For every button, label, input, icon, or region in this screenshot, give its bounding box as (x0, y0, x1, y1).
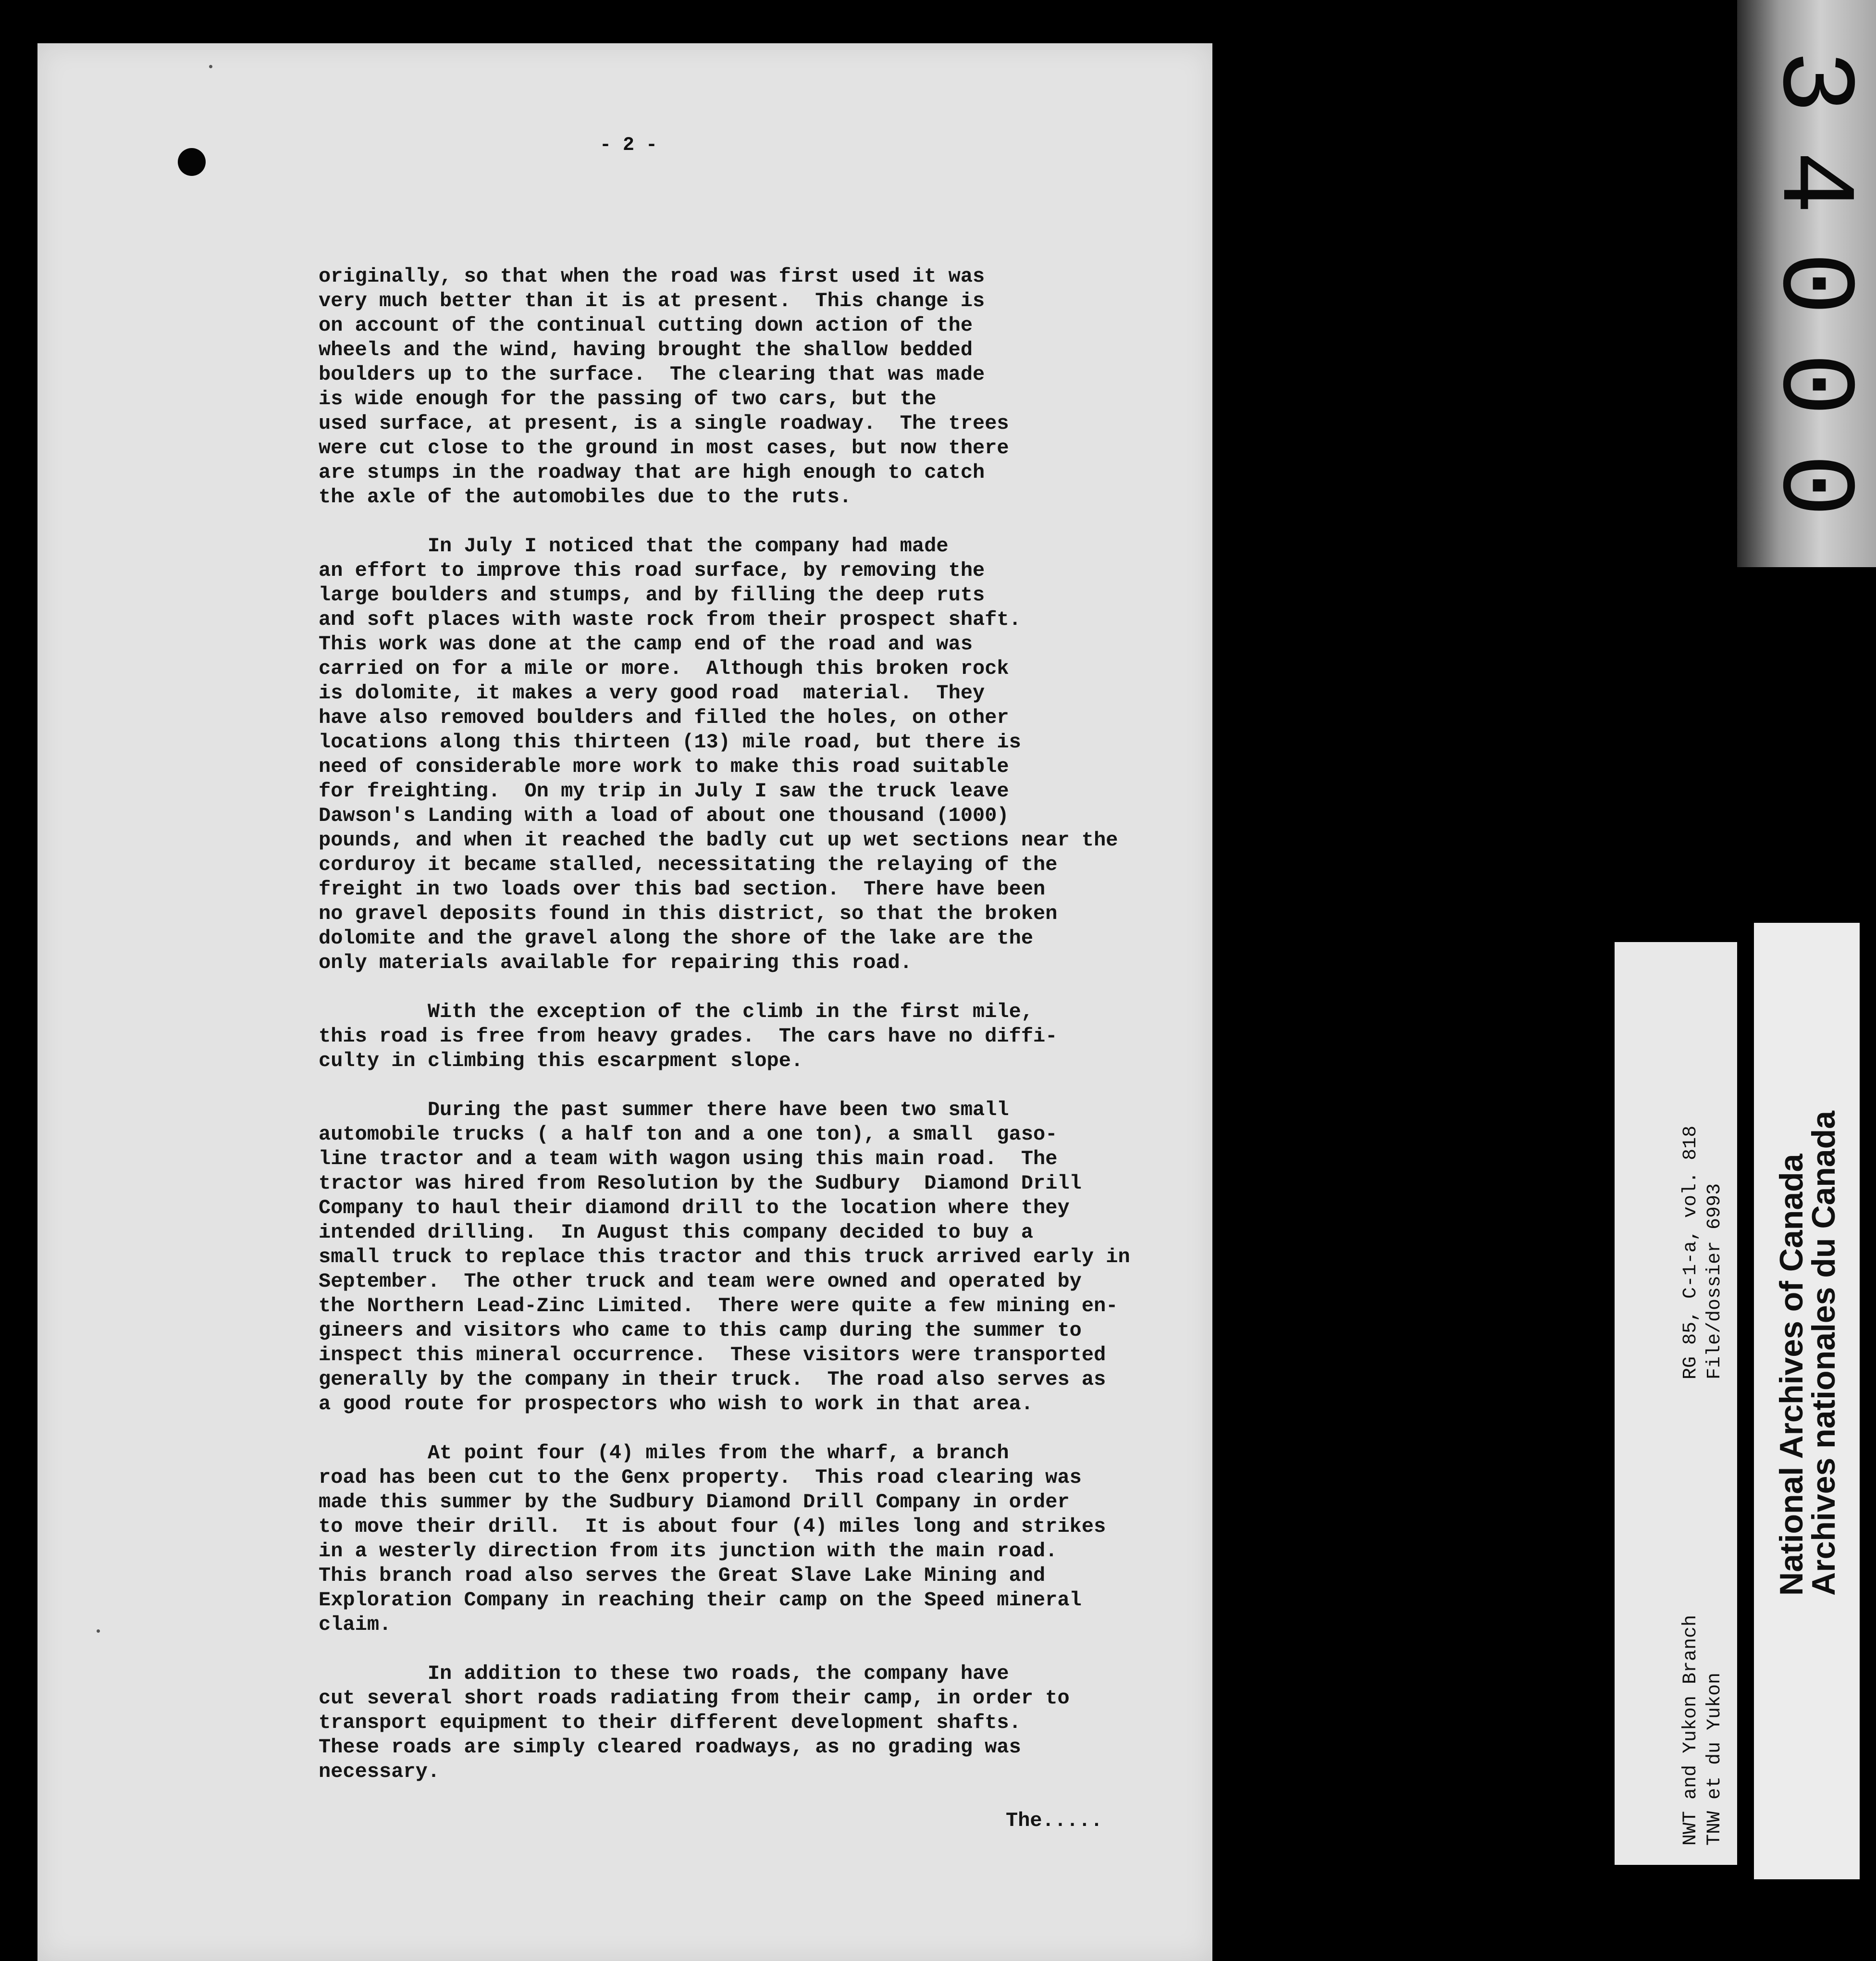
paragraph (319, 1000, 1198, 1073)
text-line: need of considerable more work to make this road suitable (319, 755, 1009, 778)
text-line: Company to haul their diamond drill to the location where they (319, 1196, 1070, 1219)
archive-reference-label (1615, 942, 1737, 1865)
continuation-text: The..... (1006, 1809, 1103, 1832)
text-line: made this summer by the Sudbury Diamond Drill Company in order (319, 1490, 1070, 1514)
text-line: During the past summer there have been two small (319, 1098, 1009, 1121)
reference-line-2: File/dossier 6993 (1704, 1183, 1726, 1379)
text-line: are stumps in the roadway that are high enough to catch (319, 461, 985, 484)
text-line: is wide enough for the passing of two cars, but the (319, 387, 937, 410)
stamp-digit: 0 (1752, 251, 1872, 316)
text-line: locations along this thirteen (13) mile road, but there is (319, 731, 1021, 754)
paper-speck (209, 65, 212, 68)
archives-name-fr: Archives nationales du Canada (1805, 1111, 1842, 1596)
text-line: and soft places with waste rock from their prospect shaft. (319, 608, 1021, 631)
reference-line-1: RG 85, C-1-a, vol. 818 (1680, 1125, 1702, 1379)
document-page (37, 43, 1212, 1961)
text-line: an effort to improve this road surface, by removing the (319, 559, 985, 582)
paragraph (319, 534, 1198, 975)
text-line: culty in climbing this escarpment slope. (319, 1049, 803, 1072)
text-line: With the exception of the climb in the first mile, (319, 1000, 1034, 1023)
text-line: originally, so that when the road was first used it was (319, 265, 985, 288)
text-line: This branch road also serves the Great Slave Lake Mining and (319, 1564, 1046, 1587)
text-line: large boulders and stumps, and by filling the deep ruts (319, 583, 985, 607)
text-line: boulders up to the surface. The clearing that was made (319, 363, 985, 386)
text-line: for freighting. On my trip in July I saw the truck leave (319, 780, 1009, 803)
text-line: transport equipment to their different development shafts. (319, 1711, 1021, 1734)
stamp-digit: 0 (1752, 453, 1872, 518)
paper-speck (97, 1629, 100, 1633)
text-line: used surface, at present, is a single roadway. The trees (319, 412, 1009, 435)
text-line: the axle of the automobiles due to the ruts. (319, 485, 852, 509)
text-line: this road is free from heavy grades. The cars have no diffi- (319, 1025, 1058, 1048)
branch-line-1: NWT and Yukon Branch (1680, 1614, 1702, 1846)
text-line: were cut close to the ground in most cases, but now there (319, 436, 1009, 459)
text-line: automobile trucks ( a half ton and a one ton), a small gaso- (319, 1123, 1058, 1146)
text-line: carried on for a mile or more. Although this broken rock (319, 657, 1009, 680)
text-line: gineers and visitors who came to this camp during the summer to (319, 1319, 1082, 1342)
text-line: no gravel deposits found in this district, so that the broken (319, 902, 1058, 925)
punch-hole (178, 148, 206, 176)
text-line: Dawson's Landing with a load of about one thousand (1000) (319, 804, 1009, 827)
paragraph (319, 1098, 1198, 1416)
paragraph (319, 1441, 1198, 1637)
branch-line-2: TNW et du Yukon (1704, 1672, 1726, 1846)
text-line: very much better than it is at present. This change is (319, 289, 985, 312)
stamp-digit: 0 (1752, 352, 1872, 417)
text-line: is dolomite, it makes a very good road material. They (319, 682, 985, 705)
text-line: These roads are simply cleared roadways, as no grading was (319, 1736, 1021, 1759)
text-line: the Northern Lead-Zinc Limited. There were quite a few mining en- (319, 1294, 1118, 1317)
text-line: In July I noticed that the company had made (319, 534, 949, 558)
text-line: necessary. (319, 1760, 440, 1783)
text-line: dolomite and the gravel along the shore of the lake are the (319, 927, 1034, 950)
text-line: line tractor and a team with wagon using this main road. The (319, 1147, 1058, 1170)
text-line: a good route for prospectors who wish to work in that area. (319, 1392, 1034, 1415)
text-line: corduroy it became stalled, necessitating the relaying of the (319, 853, 1058, 876)
paragraph (319, 264, 1198, 509)
text-line: cut several short roads radiating from their camp, in order to (319, 1687, 1070, 1710)
text-line: in a westerly direction from its junction with the main road. (319, 1539, 1058, 1563)
text-line: to move their drill. It is about four (4) miles long and strikes (319, 1515, 1106, 1538)
text-line: Exploration Company in reaching their camp on the Speed mineral (319, 1589, 1082, 1612)
text-line: intended drilling. In August this company decided to buy a (319, 1221, 1034, 1244)
text-line: only materials available for repairing this road. (319, 951, 913, 974)
stamp-digit: 4 (1752, 150, 1872, 215)
text-line: wheels and the wind, having brought the shallow bedded (319, 338, 973, 361)
archives-name-label (1754, 923, 1860, 1879)
text-line: tractor was hired from Resolution by the Sudbury Diamond Drill (319, 1172, 1082, 1195)
text-line: inspect this mineral occurrence. These visitors were transported (319, 1343, 1106, 1366)
paragraph (319, 1662, 1198, 1784)
body-text (319, 264, 1198, 1833)
text-line: In addition to these two roads, the company have (319, 1662, 1009, 1685)
text-line: pounds, and when it reached the badly cut up wet sections near the (319, 829, 1118, 852)
text-line: small truck to replace this tractor and this truck arrived early in (319, 1245, 1130, 1268)
text-line: This work was done at the camp end of the road and was (319, 633, 973, 656)
text-line: freight in two loads over this bad section. There have been (319, 878, 1046, 901)
archives-name-en: National Archives of Canada (1773, 1154, 1810, 1596)
page-number: - 2 - (600, 135, 658, 156)
text-line: have also removed boulders and filled the holes, on other (319, 706, 1009, 729)
text-line: September. The other truck and team were owned and operated by (319, 1270, 1082, 1293)
text-line: road has been cut to the Genx property. This road clearing was (319, 1466, 1082, 1489)
text-line: on account of the continual cutting down action of the (319, 314, 973, 337)
text-line: claim. (319, 1613, 392, 1636)
archive-number-stamp (1737, 0, 1876, 567)
text-line: generally by the company in their truck. The road also serves as (319, 1368, 1106, 1391)
text-line: At point four (4) miles from the wharf, a branch (319, 1441, 1009, 1465)
stamp-digit: 3 (1752, 50, 1872, 114)
